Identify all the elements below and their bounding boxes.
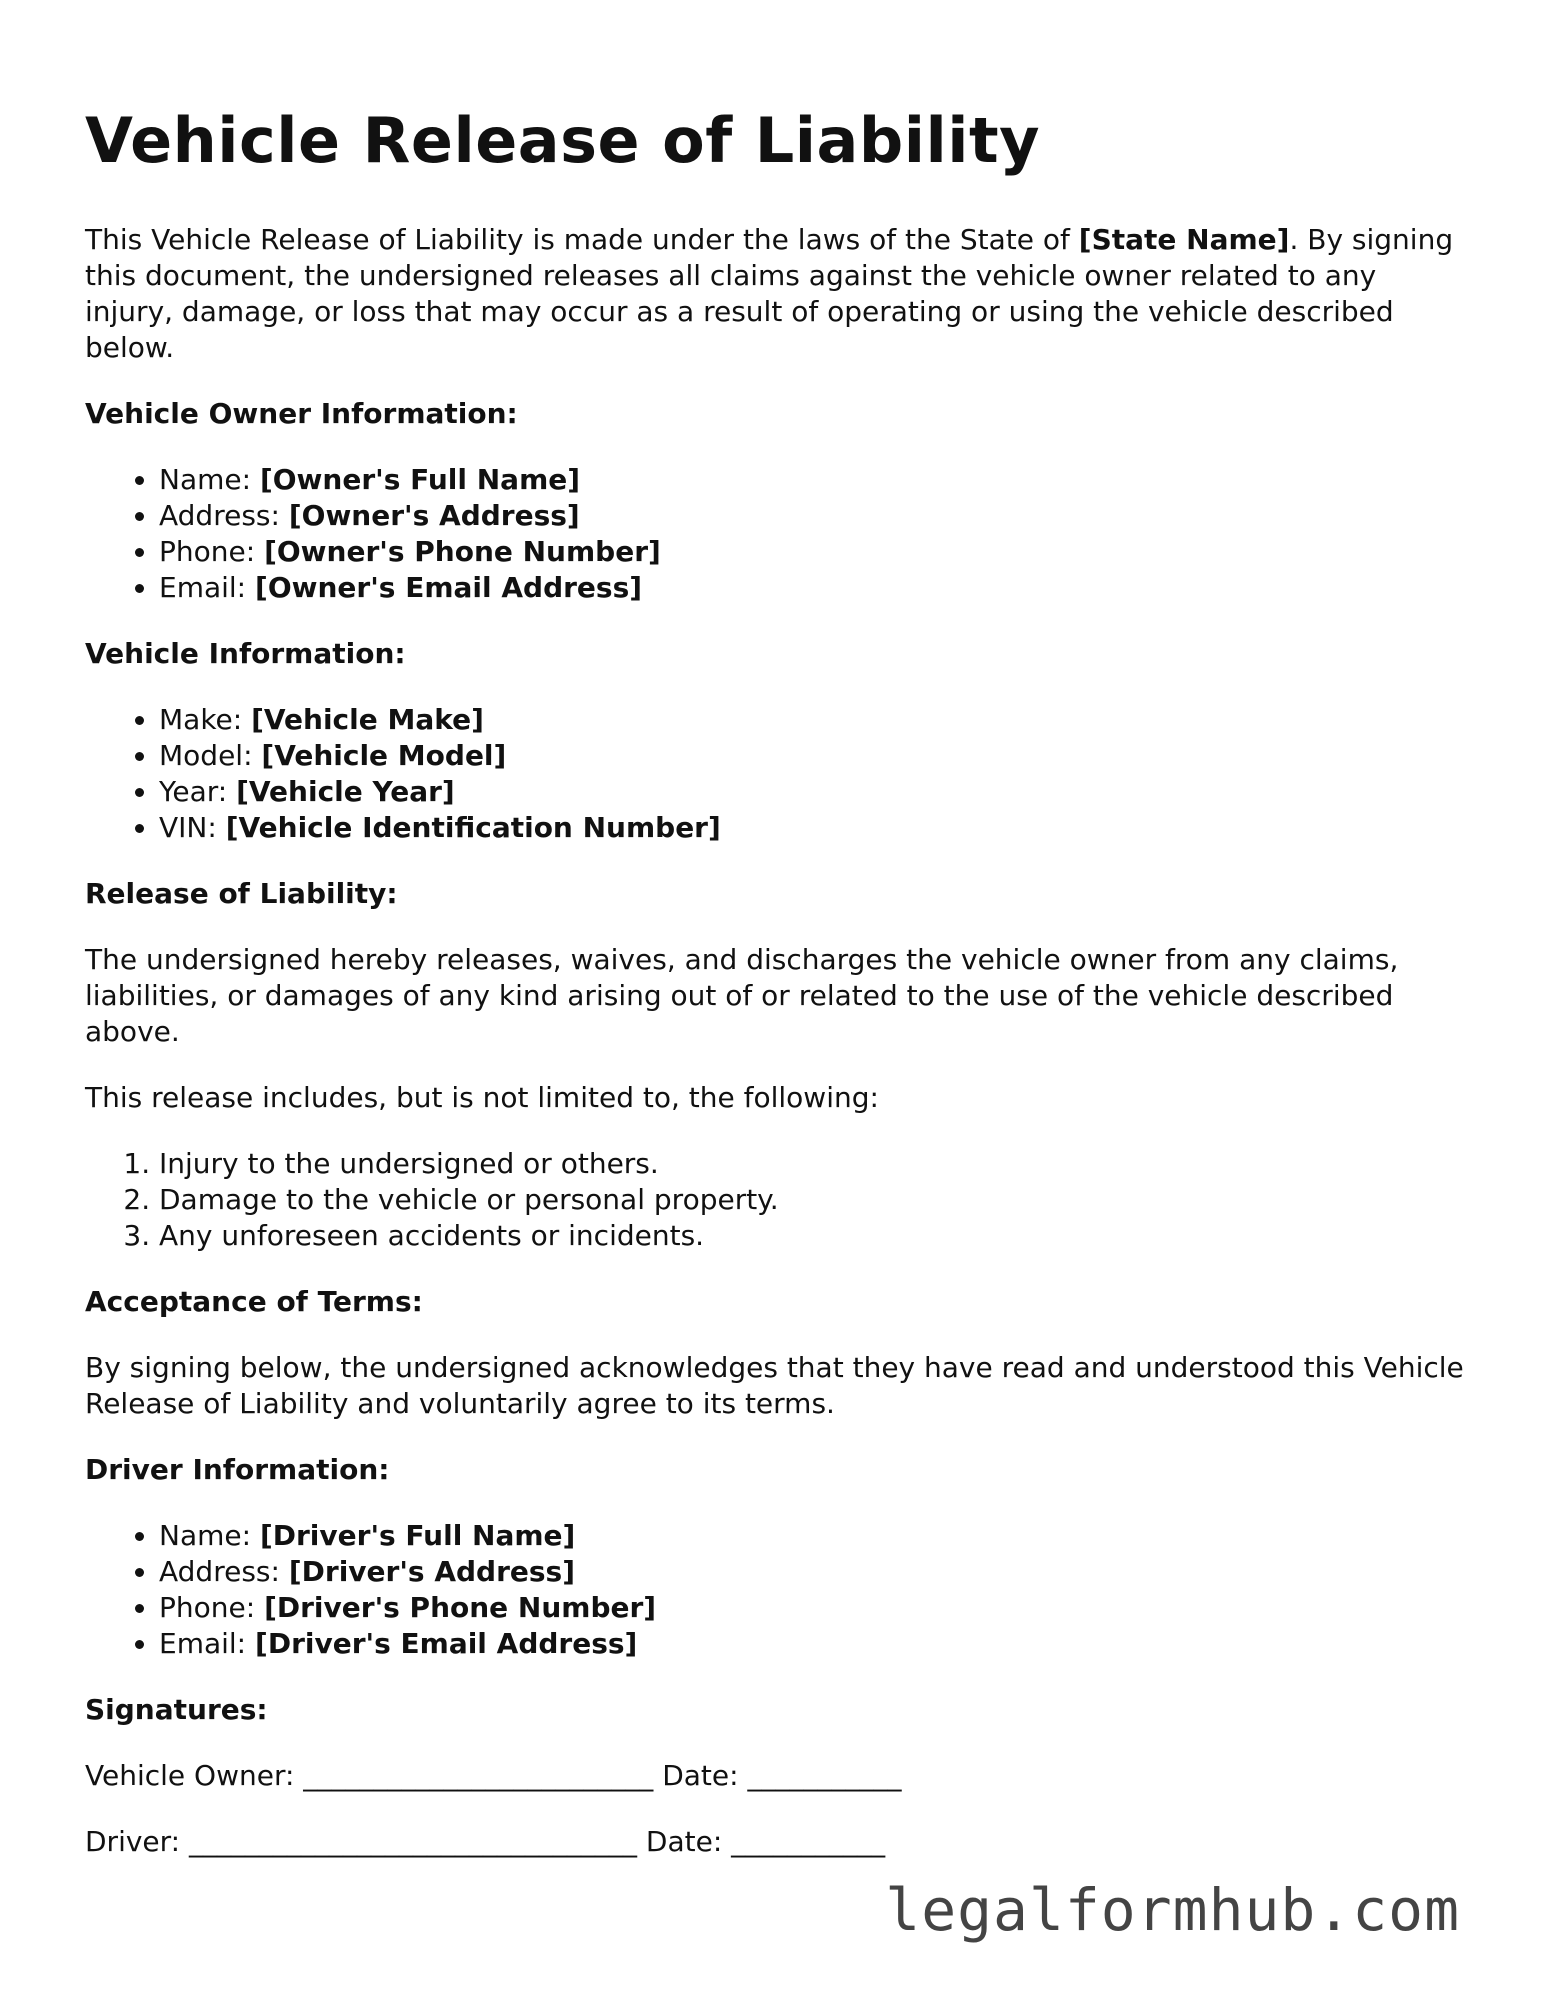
state-name-placeholder: [State Name] [1078,223,1290,257]
list-item: 1. Injury to the undersigned or others. [159,1146,1465,1182]
watermark-text: legalformhub.com [885,1876,1460,1944]
vehicle-info-list [85,702,1465,846]
signatures-heading: Signatures: [85,1693,268,1727]
owner-signature-line: Vehicle Owner: _________________________ Date: ___________ [85,1759,902,1793]
release-paragraph: The undersigned hereby releases, waives, and discharges the vehicle owner from any claims, liabilities, or damages of any kind arising out of or related to the use of the vehicle described above. [85,943,1399,1049]
document-title: Vehicle Release of Liability [85,104,1041,177]
list-item: • VIN: [Vehicle Identification Number] [159,810,1465,846]
list-item: • Address: [Owner's Address] [159,498,1465,534]
document-page [85,104,1465,1860]
acceptance-heading: Acceptance of Terms: [85,1285,423,1319]
driver-info-list [85,1518,1465,1662]
driver-signature-line: Driver: ________________________________ Date: ___________ [85,1825,886,1859]
release-includes: This release includes, but is not limited to, the following: [85,1081,879,1115]
vehicle-info-heading: Vehicle Information: [85,637,406,671]
list-item: • Model: [Vehicle Model] [159,738,1465,774]
intro-text-1: This Vehicle Release of Liability is made under the laws of the State of [85,223,1079,257]
list-item: • Address: [Driver's Address] [159,1554,1465,1590]
intro-paragraph [85,222,1465,366]
list-item: • Phone: [Owner's Phone Number] [159,534,1465,570]
list-item: 2. Damage to the vehicle or personal property. [159,1182,1465,1218]
release-items-list [85,1146,1465,1254]
intro-text-2: . By signing this document, the undersigned releases all claims against the vehicle owner related to any injury, damage, or loss that may occur as a result of operating or using the vehicle described below. [85,223,1454,365]
list-item: • Email: [Driver's Email Address] [159,1626,1465,1662]
release-heading: Release of Liability: [85,877,398,911]
list-item: • Phone: [Driver's Phone Number] [159,1590,1465,1626]
list-item: • Year: [Vehicle Year] [159,774,1465,810]
owner-info-heading: Vehicle Owner Information: [85,397,518,431]
driver-info-heading: Driver Information: [85,1453,390,1487]
list-item: • Email: [Owner's Email Address] [159,570,1465,606]
list-item: • Name: [Driver's Full Name] [159,1518,1465,1554]
owner-info-list [85,462,1465,606]
acceptance-paragraph: By signing below, the undersigned acknowledges that they have read and understood this Vehicle Release of Liability and voluntarily agree to its terms. [85,1351,1464,1421]
list-item: • Make: [Vehicle Make] [159,702,1465,738]
list-item: 3. Any unforeseen accidents or incidents. [159,1218,1465,1254]
list-item: • Name: [Owner's Full Name] [159,462,1465,498]
